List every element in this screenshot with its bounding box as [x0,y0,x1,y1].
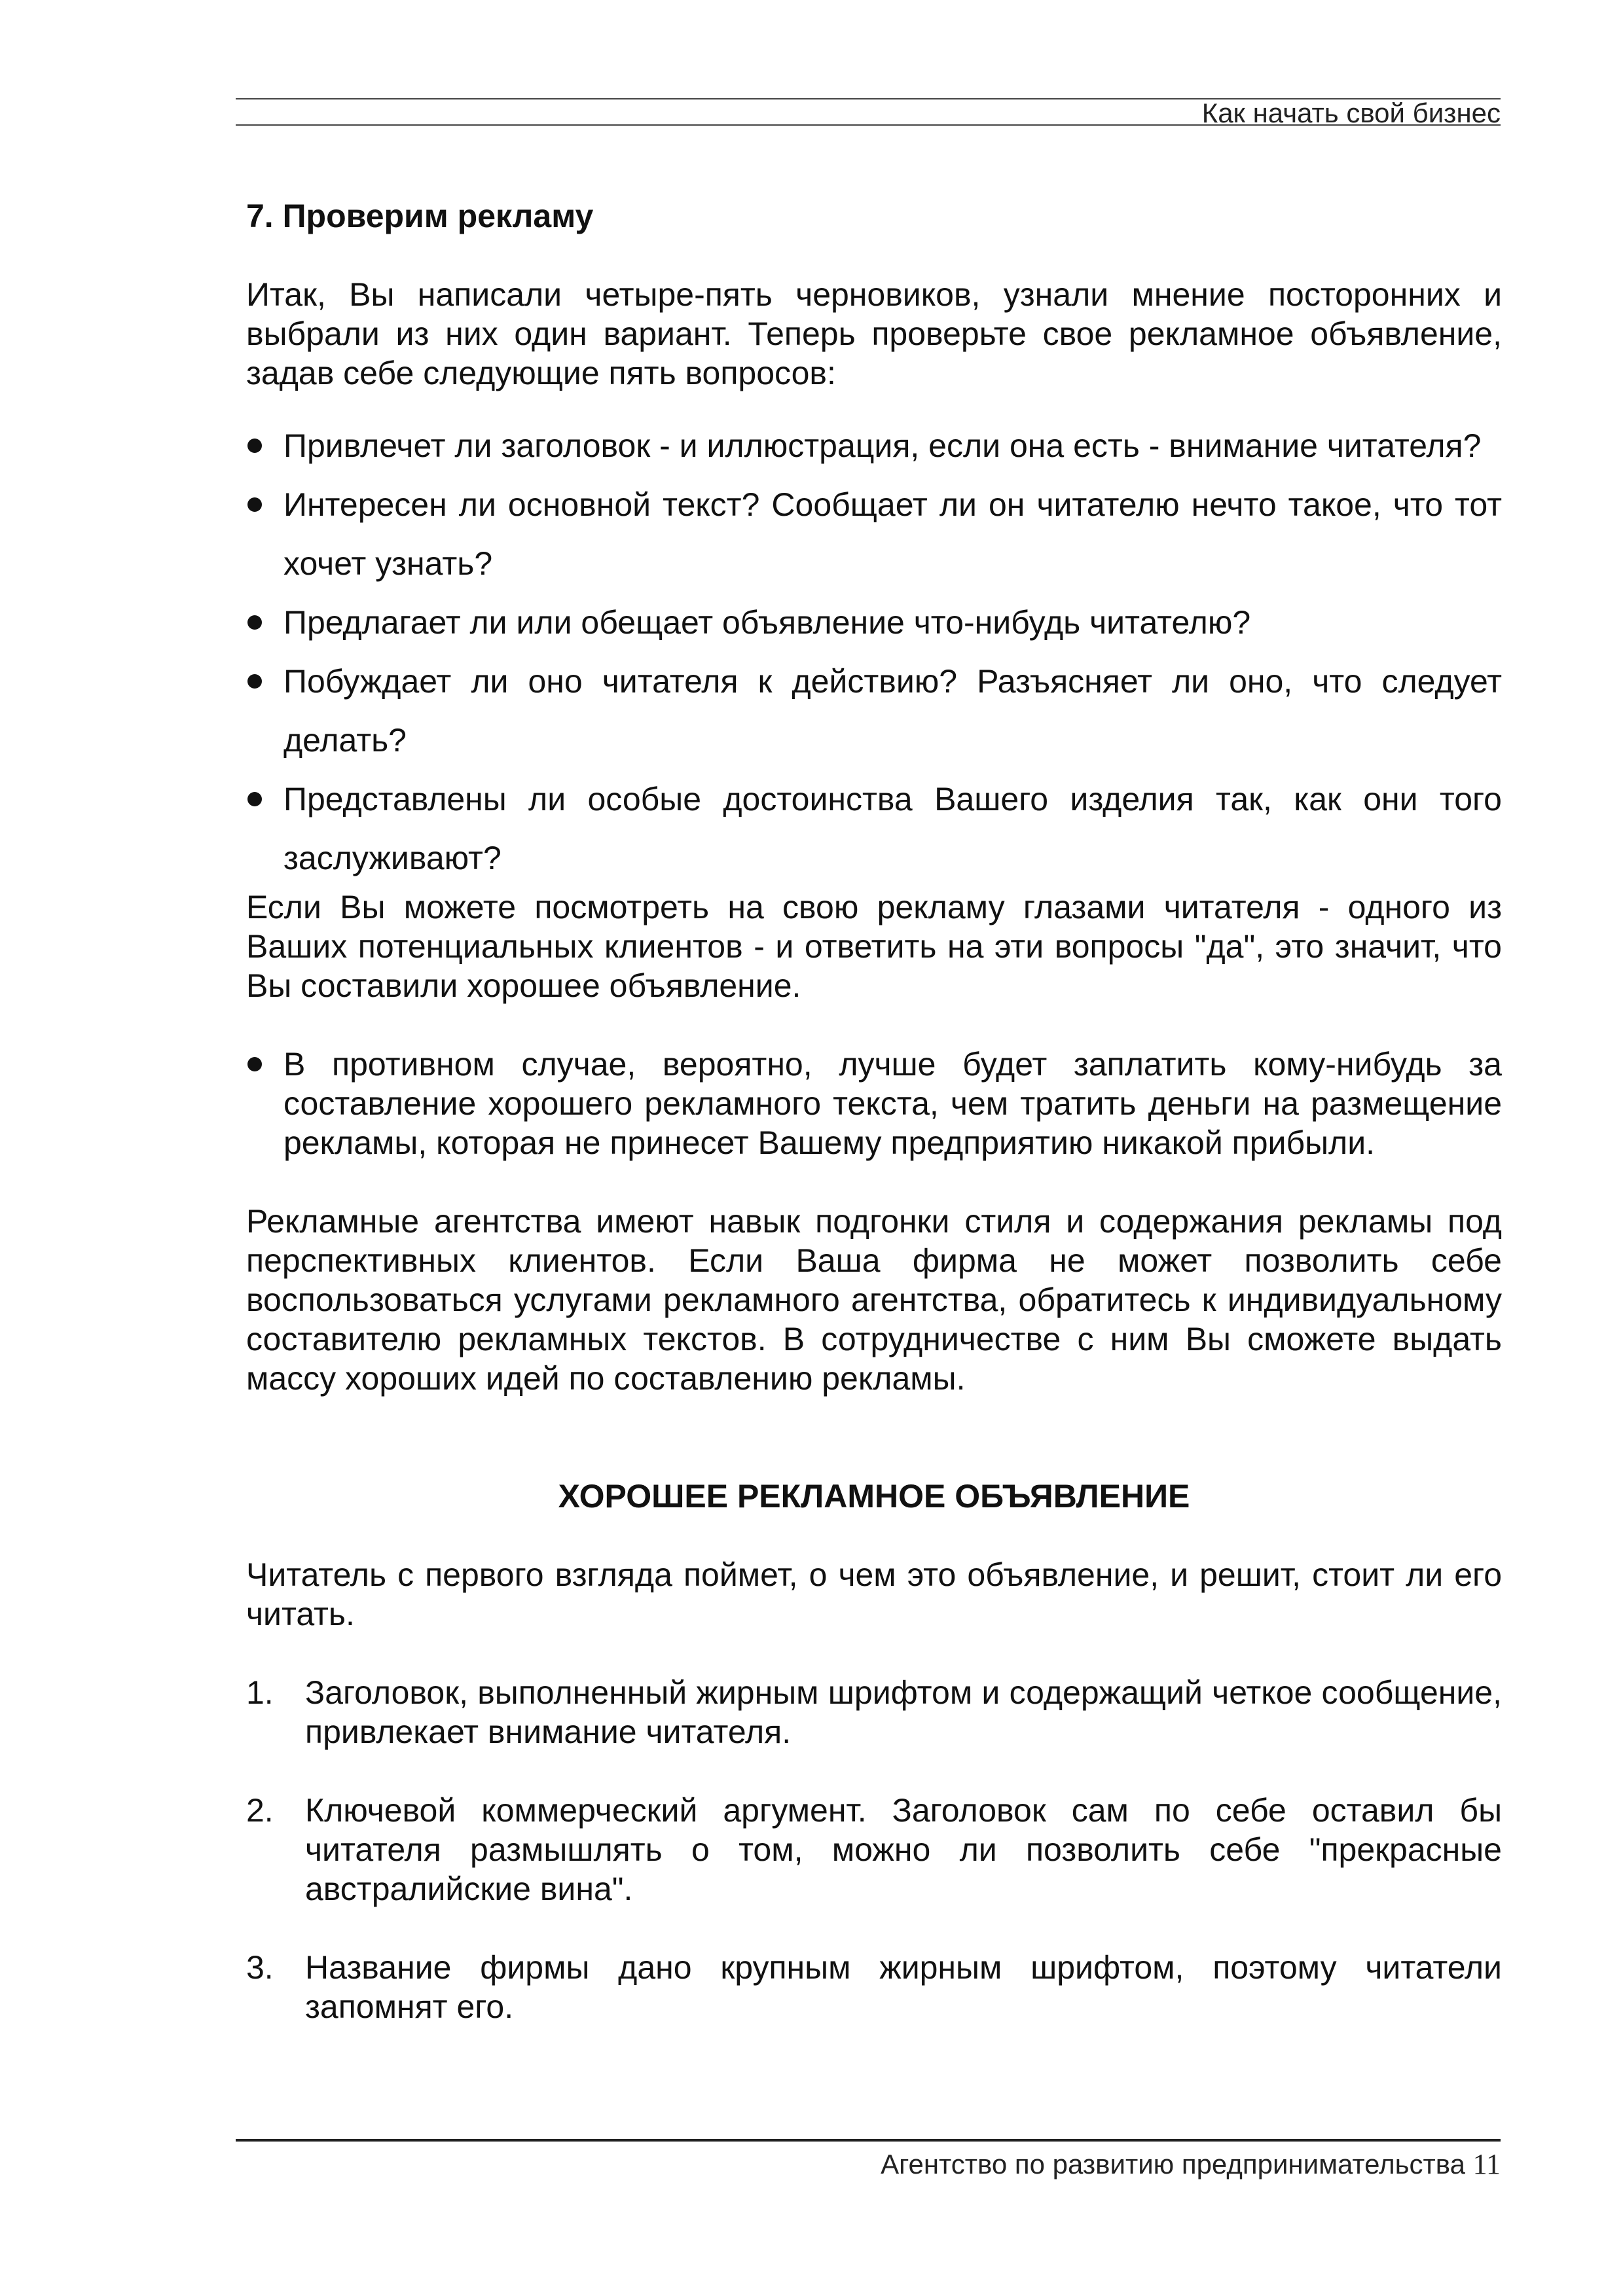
bullet-icon [247,674,262,689]
intro-paragraph: Итак, Вы написали четыре-пять черновиков, узнали мнение посторонних и выбрали из них один вариант. Теперь проверьте свое рекламное объявление, задав себе следующие пять вопросов: [246,276,1502,391]
item-number: 2. [246,1792,274,1829]
section-heading: 7. Проверим рекламу [246,198,594,234]
good-ad-intro: Читатель с первого взгляда поймет, о чем это объявление, и решит, стоит ли его читать. [246,1556,1502,1632]
list-item: Представлены ли особые достоинства Вашего изделия так, как они того заслуживают? [246,770,1502,888]
bullet-icon [247,615,262,630]
good-ad-heading: ХОРОШЕЕ РЕКЛАМНОЕ ОБЪЯВЛЕНИЕ [558,1478,1190,1515]
item-number: 3. [246,1949,274,1986]
agencies-paragraph: Рекламные агентства имеют навык подгонки стиля и содержания рекламы под перспективных клиентов. Если Ваша фирма не может позволить себе воспользоваться услугами рекламного агентства, обратитесь к индивидуальному составителю рекламных текстов. В сотрудничестве с ним Вы сможете выдать массу хороших идей по составлению рекламы. [246,1203,1502,1397]
question-list [246,416,1502,888]
footer-rule [236,2139,1501,2142]
bullet-icon [247,497,262,512]
alternative-list [246,1045,1502,1162]
list-item: Побуждает ли оно читателя к действию? Разъясняет ли оно, что следует делать? [246,652,1502,770]
list-item: 3. Название фирмы дано крупным жирным шрифтом, поэтому читатели запомнят его. [246,1949,1502,2025]
footer-publisher: Агентство по развитию предпринимательства [881,2149,1465,2179]
list-item: Предлагает ли или обещает объявление что-нибудь читателю? [246,593,1502,652]
list-item: 2. Ключевой коммерческий аргумент. Заголовок сам по себе оставил бы читателя размышлять о том, можно ли позволить себе "прекрасные австралийские вина". [246,1792,1502,1907]
page-content [246,196,1502,2026]
running-header: Как начать свой бизнес [1201,98,1501,128]
footer [881,2148,1501,2181]
header-rule-bottom [236,124,1501,126]
item-number: 1. [246,1674,274,1711]
bullet-icon [247,792,262,806]
list-item: Интересен ли основной текст? Сообщает ли он читателю нечто такое, что тот хочет узнать? [246,475,1502,593]
list-item: В противном случае, вероятно, лучше будет заплатить кому-нибудь за составление хорошего рекламного текста, чем тратить деньги на размещение рекламы, которая не принесет Вашему предприятию никакой прибыли. [246,1045,1502,1162]
bullet-icon [247,1057,262,1071]
bullet-icon [247,439,262,453]
list-item: Привлечет ли заголовок - и иллюстрация, если она есть - внимание читателя? [246,416,1502,475]
list-item: 1. Заголовок, выполненный жирным шрифтом и содержащий четкое сообщение, привлекает внимание читателя. [246,1674,1502,1750]
page-number: 11 [1472,2148,1501,2180]
conclusion-paragraph: Если Вы можете посмотреть на свою рекламу глазами читателя - одного из Ваших потенциальных клиентов - и ответить на эти вопросы "да", это значит, что Вы составили хорошее объявление. [246,889,1502,1004]
good-ad-list [246,1673,1502,2026]
